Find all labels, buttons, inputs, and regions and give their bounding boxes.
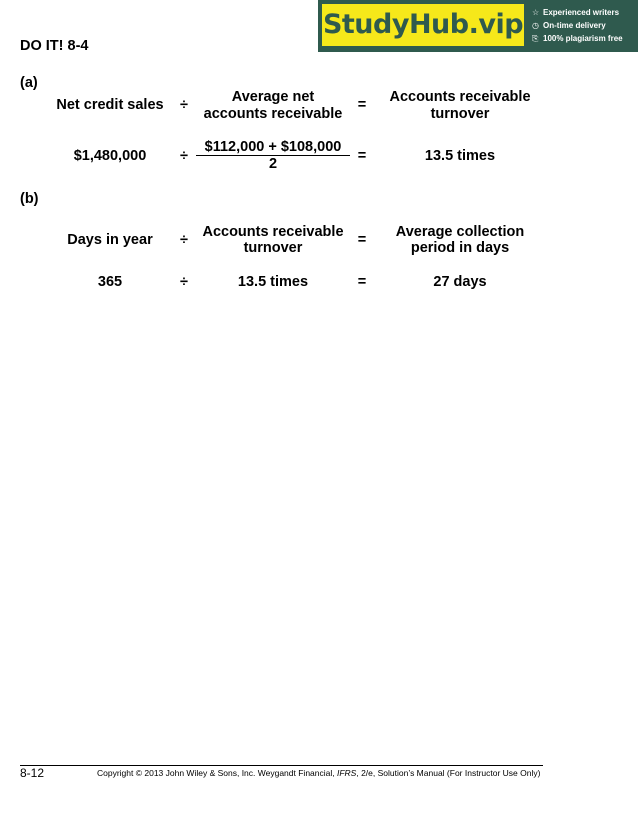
document-icon: ⎘ xyxy=(532,34,539,43)
formula-average-net-ar-line2: accounts receivable xyxy=(203,106,343,122)
formula-ar-turnover-line1: Accounts receivable xyxy=(202,224,344,240)
feature-label: Experienced writers xyxy=(543,8,620,17)
feature-plagiarism-free xyxy=(532,34,623,44)
feature-experienced-writers xyxy=(532,8,619,18)
formula-ar-turnover-line1: Accounts receivable xyxy=(389,89,531,105)
value-days-in-year: 365 xyxy=(97,274,123,290)
divide-operator: ÷ xyxy=(180,232,188,248)
brand-logo: StudyHub.vip xyxy=(322,4,524,46)
formula-ar-turnover-line2: turnover xyxy=(430,106,490,122)
divide-operator: ÷ xyxy=(180,274,188,290)
divide-operator: ÷ xyxy=(180,97,188,113)
equals-operator: = xyxy=(357,232,367,248)
value-ar-turnover: 13.5 times xyxy=(237,274,309,290)
footer-rule xyxy=(20,765,543,766)
star-icon: ☆ xyxy=(532,8,540,17)
part-a-label: (a) xyxy=(20,75,38,91)
fraction-numerator: $112,000 + $108,000 xyxy=(204,139,342,155)
part-b-label: (b) xyxy=(20,191,39,207)
copyright-text: Copyright © 2013 John Wiley & Sons, Inc. Weygandt Financial, xyxy=(97,768,337,778)
formula-avg-collection-line1: Average collection xyxy=(395,224,525,240)
formula-average-net-ar-line1: Average net xyxy=(231,89,315,105)
studyhub-banner[interactable] xyxy=(318,0,638,52)
formula-ar-turnover-line2: turnover xyxy=(243,240,303,256)
feature-label: 100% plagiarism free xyxy=(543,34,623,43)
equals-operator: = xyxy=(357,274,367,290)
feature-label: On-time delivery xyxy=(543,21,606,30)
formula-days-in-year: Days in year xyxy=(67,232,153,248)
result-collection-period: 27 days xyxy=(433,274,487,290)
formula-net-credit-sales: Net credit sales xyxy=(56,97,164,113)
fraction-denominator: 2 xyxy=(268,156,278,172)
page-number: 8-12 xyxy=(20,766,45,780)
clock-icon: ◷ xyxy=(532,21,539,30)
formula-avg-collection-line2: period in days xyxy=(410,240,510,256)
copyright-text-end: , 2/e, Solution’s Manual (For Instructor Use Only) xyxy=(356,768,541,778)
feature-on-time-delivery xyxy=(532,21,606,31)
page-title: DO IT! 8-4 xyxy=(20,38,89,54)
equals-operator: = xyxy=(357,97,367,113)
copyright-notice xyxy=(97,768,540,779)
divide-operator: ÷ xyxy=(180,148,188,164)
result-ar-turnover: 13.5 times xyxy=(424,148,496,164)
copyright-italic-ifrs: IFRS xyxy=(336,768,357,778)
equals-operator: = xyxy=(357,148,367,164)
value-net-credit-sales: $1,480,000 xyxy=(73,148,147,164)
